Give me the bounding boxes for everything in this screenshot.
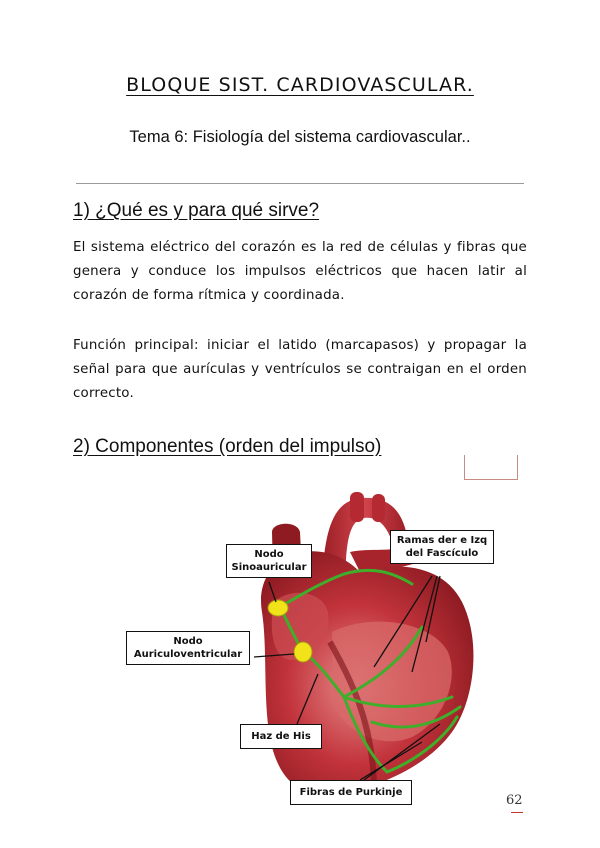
sa-node: [268, 600, 288, 616]
label-purkinje-text: Fibras de Purkinje: [299, 787, 403, 798]
page-number: 62: [506, 793, 523, 808]
label-sa-line1: Nodo: [254, 549, 284, 560]
label-av-line1: Nodo: [173, 636, 203, 647]
paragraph-function: Función principal: iniciar el latido (marcapasos) y propagar la señal para que aurículas y ventrículos se contraigan en el orden correcto.: [73, 338, 527, 401]
label-branches-line1: Ramas der e Izq: [396, 535, 488, 546]
av-node: [294, 642, 312, 662]
section-heading-what: 1) ¿Qué es y para qué sirve?: [73, 200, 320, 221]
vessel-1: [350, 492, 364, 522]
label-sa-node: [226, 544, 312, 578]
label-av-node: [126, 631, 250, 665]
topic-subtitle: Tema 6: Fisiología del sistema cardiovascular..: [129, 128, 471, 146]
page-title: BLOQUE SIST. CARDIOVASCULAR.: [126, 74, 474, 96]
vessel-2: [372, 494, 385, 522]
label-sa-line2: Sinoauricular: [231, 562, 307, 573]
label-bundle-branches: [390, 530, 494, 564]
page-number-underline: [511, 812, 523, 813]
paragraph-definition: El sistema eléctrico del corazón es la red de células y fibras que genera y conduce los impulsos eléctricos que hacen latir al corazón de forma rítmica y coordinada.: [73, 240, 527, 303]
label-av-line2: Auriculoventricular: [133, 649, 243, 660]
decorative-box: [464, 455, 518, 480]
label-his-text: Haz de His: [251, 731, 311, 742]
label-purkinje: [290, 780, 412, 805]
divider: [76, 183, 524, 184]
label-branches-line2: del Fascículo: [405, 548, 479, 559]
heart-conduction-figure: [122, 492, 512, 812]
section-heading-components: 2) Componentes (orden del impulso): [73, 436, 382, 457]
label-his-bundle: [240, 724, 322, 749]
